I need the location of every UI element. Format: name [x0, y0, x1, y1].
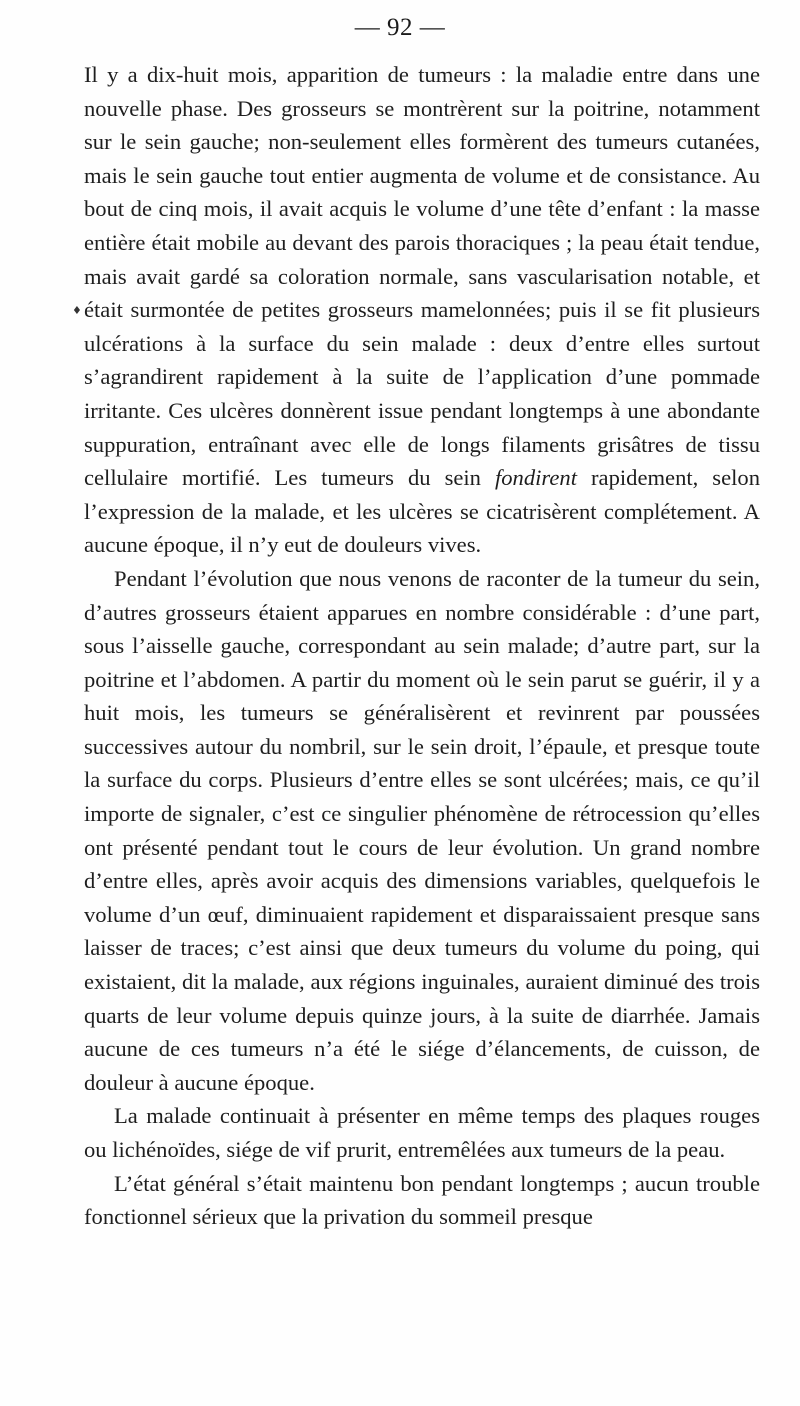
- paragraph-4: L’état général s’était maintenu bon pendant longtemps ; aucun trouble fonctionnel sérieux que la privation du sommeil presque: [84, 1170, 760, 1230]
- paragraph-1-emphasis: fondirent: [494, 465, 577, 491]
- paragraph-1: [84, 58, 760, 562]
- paragraph-2: Pendant l’évolution que nous venons de raconter de la tumeur du sein, d’autres grosseurs étaient apparues en nombre considérable : d’une part, sous l’aisselle gauche, correspondant au sein malade; d’autre part, sur la poitrine et l’abdomen. A partir du moment où le sein parut se guérir, il y a huit mois, les tumeurs se généralisèrent et revinrent par poussées successives autour du nombril, sur le sein droit, l’épaule, et presque toute la surface du corps. Plusieurs d’entre elles se sont ulcérées; mais, ce qu’il importe de signaler, c’est ce singulier phénomène de rétrocession qu’elles ont présenté pendant tout le cours de leur évolution. Un grand nombre d’entre elles, après avoir acquis des dimensions variables, quelquefois le volume d’un œuf, diminuaient rapidement et disparaissaient presque sans laisser de traces; c’est ainsi que deux tumeurs du volume du poing, qui existaient, dit la malade, aux régions inguinales, auraient diminué des trois quarts de leur volume depuis quinze jours, à la suite de diarrhée. Jamais aucune de ces tumeurs n’a été le siége d’élancements, de cuisson, de douleur à aucune époque.: [84, 565, 760, 1095]
- body-text: [84, 58, 760, 1234]
- margin-mark: ♦: [72, 304, 82, 317]
- page-number: — 92 —: [354, 14, 446, 41]
- paragraph-3: La malade continuait à présenter en même temps des plaques rouges ou lichénoïdes, siége de vif prurit, entremêlées aux tumeurs de la peau.: [84, 1103, 760, 1162]
- paragraph-1-text-a: Il y a dix-huit mois, apparition de tumeurs : la maladie entre dans une nouvelle phase. Des grosseurs se montrèrent sur la poitrine, notamment sur le sein gauche; non-seulement elles formèrent des tumeurs cutanées, mais le sein gauche tout entier augmenta de volume et de consistance. Au bout de cinq mois, il avait acquis le volume d’une tête d’enfant : la masse entière était mobile au devant des parois thoraciques ; la peau était tendue, mais avait gardé sa coloration normale, sans vascularisation notable, et était surmontée de petites grosseurs mamelonnées; puis il se fit plusieurs ulcérations à la surface du sein malade : deux d’entre elles surtout s’agrandirent rapidement à la suite de l’application d’une pommade irritante. Ces ulcères donnèrent issue pendant longtemps à une abondante suppuration, entraînant avec elle de longs filaments grisâtres de tissu cellulaire mortifié. Les tumeurs du sein: [84, 62, 760, 491]
- paragraph-1-text-b: rapidement, selon l’expression de la malade, et les ulcères se cicatrisèrent complétement. A aucune époque, il n’y eut de douleurs vives.: [84, 465, 761, 558]
